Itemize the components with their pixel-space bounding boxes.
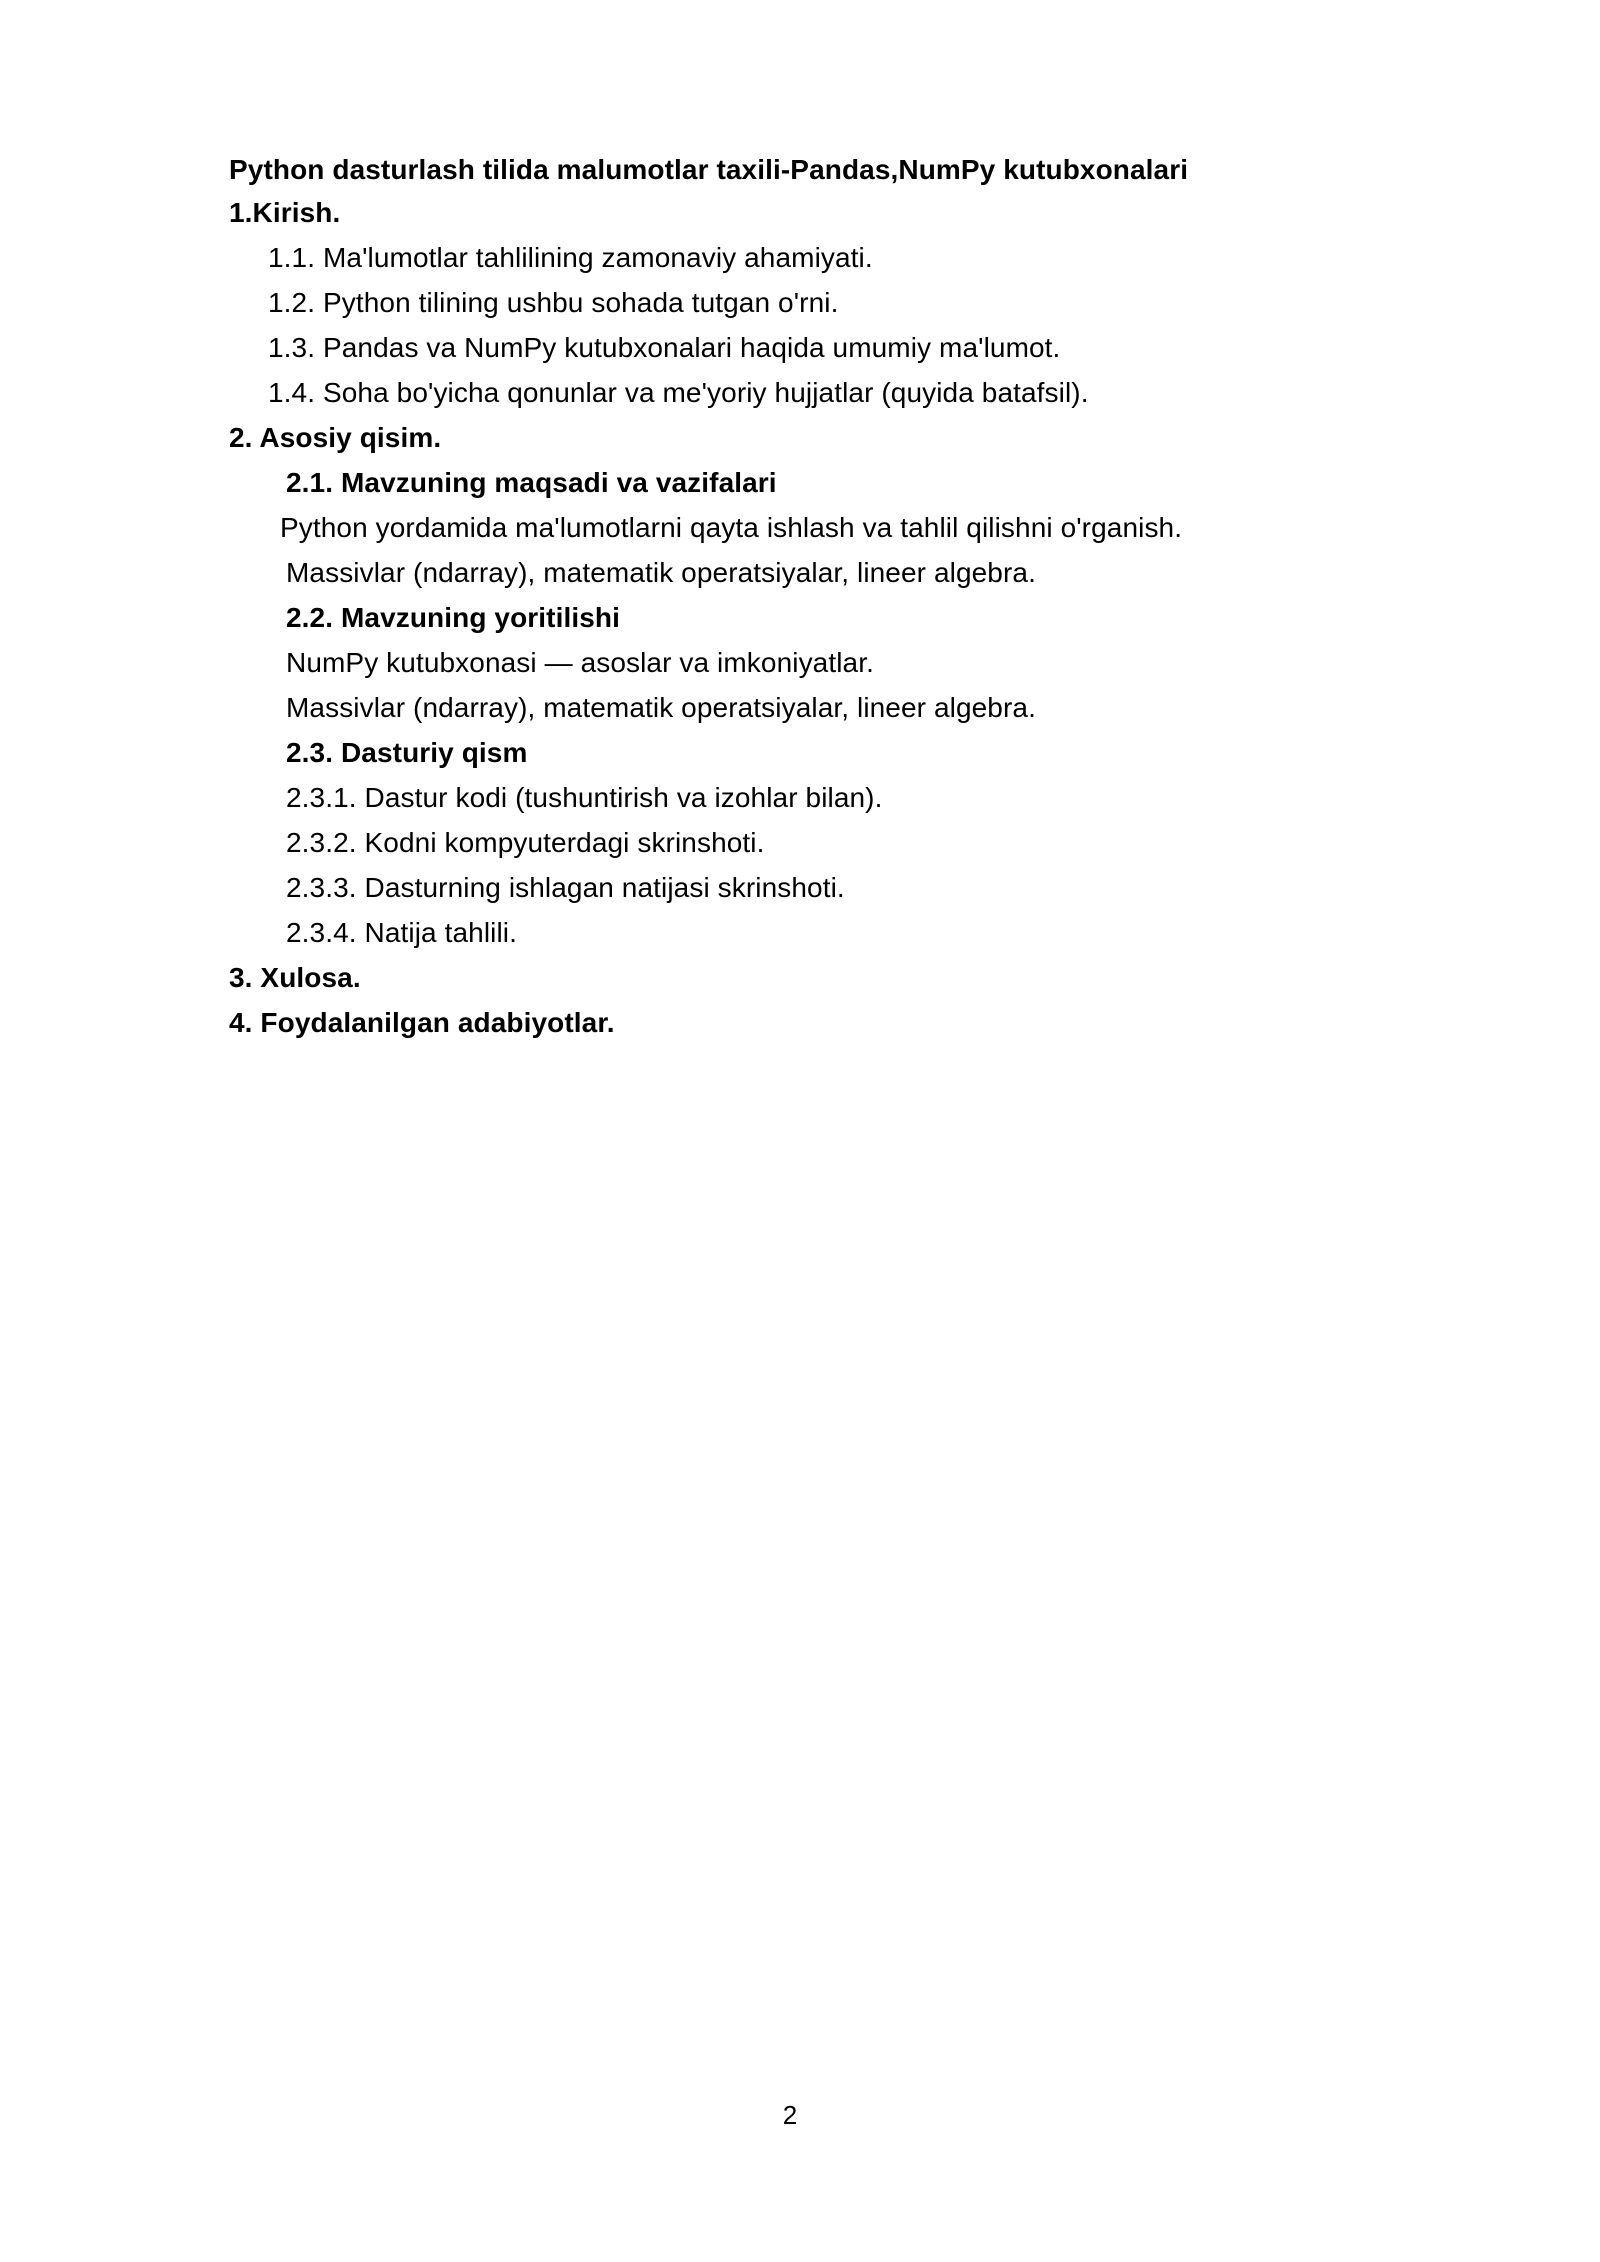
list-item: 2.3.3. Dasturning ishlagan natijasi skrinshoti. — [286, 872, 845, 903]
list-item: 2.3.4. Natija tahlili. — [286, 917, 517, 948]
paragraph-line: Massivlar (ndarray), matematik operatsiyalar, lineer algebra. — [286, 692, 1036, 723]
section-heading-conclusion: 3. Xulosa. — [229, 962, 361, 993]
paragraph-line: Massivlar (ndarray), matematik operatsiyalar, lineer algebra. — [286, 557, 1036, 588]
page-number: 2 — [782, 2100, 798, 2130]
section-heading-references: 4. Foydalanilgan adabiyotlar. — [229, 1007, 615, 1038]
paragraph-line: Python yordamida ma'lumotlarni qayta ishlash va tahlil qilishni o'rganish. — [280, 512, 1183, 543]
paragraph-line: NumPy kutubxonasi — asoslar va imkoniyatlar. — [286, 647, 874, 678]
subsection-heading: 2.3. Dasturiy qism — [286, 737, 528, 768]
subsection-heading: 2.1. Mavzuning maqsadi va vazifalari — [286, 467, 777, 498]
list-item: 1.2. Python tilining ushbu sohada tutgan o'rni. — [268, 287, 839, 318]
document-title: Python dasturlash tilida malumotlar taxili-Pandas,NumPy kutubxonalari — [229, 154, 1189, 185]
document-content — [229, 150, 1409, 1045]
list-item: 1.4. Soha bo'yicha qonunlar va me'yoriy hujjatlar (quyida batafsil). — [268, 377, 1089, 408]
list-item: 2.3.2. Kodni kompyuterdagi skrinshoti. — [286, 827, 765, 858]
list-item: 1.3. Pandas va NumPy kutubxonalari haqida umumiy ma'lumot. — [268, 332, 1061, 363]
list-item: 2.3.1. Dastur kodi (tushuntirish va izohlar bilan). — [286, 782, 883, 813]
list-item: 1.1. Ma'lumotlar tahlilining zamonaviy ahamiyati. — [268, 242, 873, 273]
subsection-heading: 2.2. Mavzuning yoritilishi — [286, 602, 620, 633]
section-heading-main: 2. Asosiy qisim. — [229, 422, 442, 453]
section-heading-intro: 1.Kirish. — [229, 197, 341, 228]
